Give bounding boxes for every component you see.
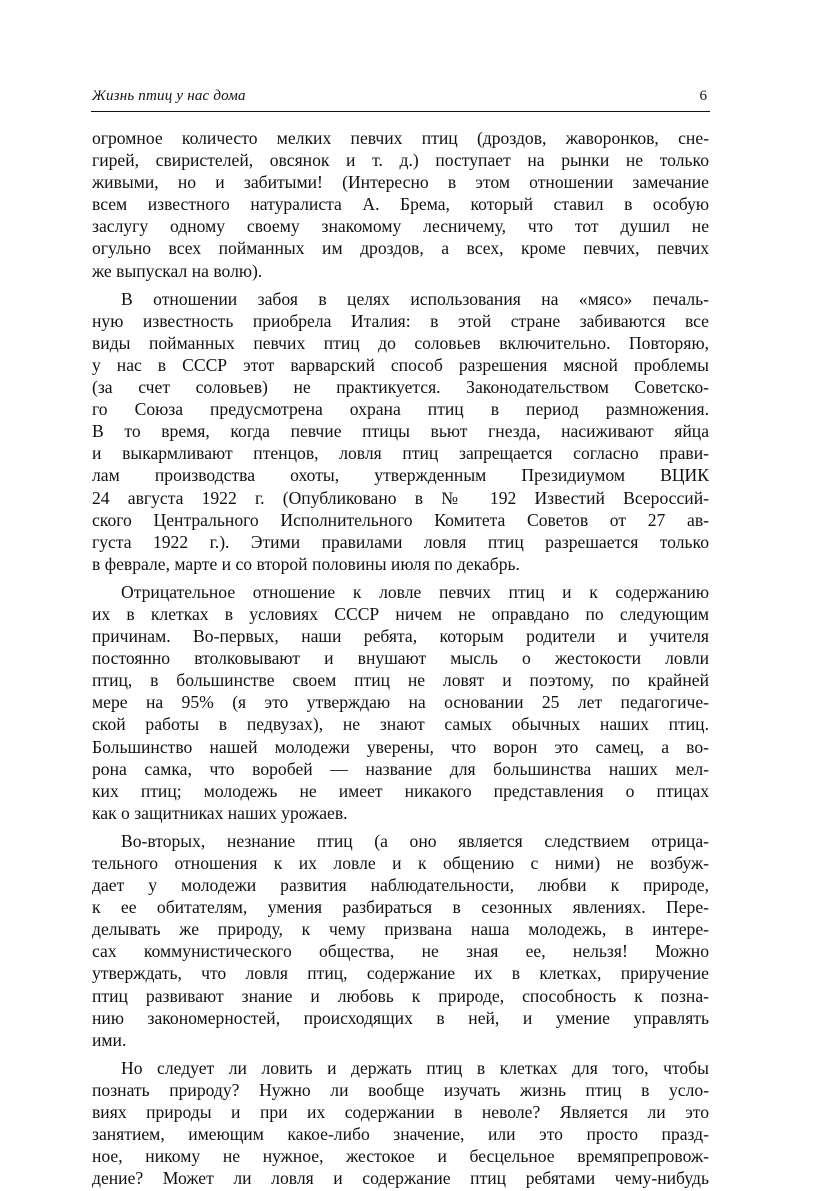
text-line: Большинство нашей молодежи уверены, что ворон это самец, а во- <box>92 736 709 757</box>
text-line: причинам. Во-первых, наши ребята, которым родители и учителя <box>92 626 709 647</box>
paragraph <box>92 830 709 1051</box>
text-line: лам производства охоты, утвержденным Президиумом ВЦИК <box>92 465 709 486</box>
text-line: густа 1922 г.). Этими правилами ловля птиц разрешается только <box>92 531 709 552</box>
text-line: птиц, в большинстве своем птиц не ловят и поэтому, по крайней <box>92 670 709 691</box>
paragraph <box>92 1057 709 1190</box>
text-line: дение? Может ли ловля и содержание птиц ребятами чему-нибудь <box>92 1168 709 1189</box>
text-line: виды пойманных певчих птиц до соловьев включительно. Повторяю, <box>92 332 709 353</box>
text-line: тельного отношения к их ловле и к общению с ними) не возбуж- <box>92 853 709 873</box>
text-line: В отношении забоя в целях использования на «мясо» печаль- <box>121 288 709 309</box>
text-line: утверждать, что ловля птиц, содержание их в клетках, приручение <box>92 963 709 984</box>
text-line: виях природы и при их содержании в неволе? Является ли это <box>92 1102 709 1123</box>
text-line: ими. <box>92 1029 127 1050</box>
text-line: Отрицательное отношение к ловле певчих птиц и к содержанию <box>121 581 709 602</box>
text-line: Во-вторых, незнание птиц (а оно является следствием отрица- <box>121 830 709 851</box>
body-text <box>92 127 709 1189</box>
text-line: же выпускал на волю). <box>92 260 263 281</box>
text-line: 24 августа 1922 г. (Опубликовано в № 192 Известий Всероссий- <box>92 487 709 508</box>
text-line: Но следует ли ловить и держать птиц в клетках для того, чтобы <box>121 1057 709 1078</box>
page-number: 6 <box>699 88 707 104</box>
text-line: огульно всех пойманных им дроздов, а всех, кроме певчих, певчих <box>92 238 709 259</box>
text-line: В то время, когда певчие птицы вьют гнезда, насиживают яйца <box>92 421 709 442</box>
text-line: огромное количесто мелких певчих птиц (дроздов, жаворонков, сне- <box>92 128 709 148</box>
text-line: всем известного натуралиста А. Брема, который ставил в особую <box>92 194 709 215</box>
paragraph <box>92 127 709 282</box>
text-line: (за счет соловьев) не практикуется. Законодательством Советско- <box>92 377 709 398</box>
text-line: птиц развивают знание и любовь к природе, способность к позна- <box>92 985 709 1006</box>
text-line: рона самка, что воробей — название для большинства наших мел- <box>92 758 709 779</box>
paragraph <box>92 581 709 824</box>
text-line: го Союза предусмотрена охрана птиц в период размножения. <box>92 399 709 420</box>
text-line: ное, никому не нужное, жестокое и бесцельное времяпрепровож- <box>92 1146 709 1167</box>
text-line: дает у молодежи развития наблюдательности, любви к природе, <box>92 875 709 896</box>
paragraph <box>92 288 709 575</box>
text-line: к ее обитателям, умения разбираться в сезонных явлениях. Пере- <box>92 897 709 918</box>
text-line: ской работы в педвузах), не знают самых обычных наших птиц. <box>92 714 709 735</box>
text-line: сах коммунистического общества, не зная ее, нельзя! Можно <box>92 941 709 962</box>
running-title: Жизнь птиц у нас дома <box>92 88 246 104</box>
text-line: делывать же природу, к чему призвана наша молодежь, в интере- <box>92 919 709 940</box>
header-rule <box>91 111 710 112</box>
text-line: и выкармливают птенцов, ловля птиц запрещается согласно прави- <box>92 443 709 464</box>
text-line: как о защитниках наших урожаев. <box>92 802 348 823</box>
text-line: ких птиц; молодежь не имеет никакого представления о птицах <box>92 780 709 801</box>
text-line: нию закономерностей, происходящих в ней, и умение управлять <box>92 1007 709 1028</box>
text-line: гирей, свиристелей, овсянок и т. д.) поступает на рынки не только <box>92 150 709 171</box>
text-line: мере на 95% (я это утверждаю на основании 25 лет педагогиче- <box>92 692 709 713</box>
text-line: у нас в СССР этот варварский способ разрешения мясной проблемы <box>92 354 709 375</box>
text-line: ского Центрального Исполнительного Комитета Советов от 27 ав- <box>92 509 709 530</box>
text-line: их в клетках в условиях СССР ничем не оправдано по следующим <box>92 603 709 624</box>
running-header <box>92 86 709 108</box>
text-line: в феврале, марте и со второй половины июля по декабрь. <box>92 553 520 574</box>
text-line: постоянно втолковывают и внушают мысль о жестокости ловли <box>92 648 709 669</box>
text-line: живыми, но и забитыми! (Интересно в этом отношении замечание <box>92 172 709 193</box>
text-line: занятием, имеющим какое-либо значение, или это просто празд- <box>92 1124 709 1145</box>
text-line: заслугу одному своему знакомому лесничему, что тот душил не <box>92 216 709 237</box>
text-line: познать природу? Нужно ли вообще изучать жизнь птиц в усло- <box>92 1079 709 1100</box>
text-line: ную известность приобрела Италия: в этой стране забиваются все <box>92 310 709 331</box>
